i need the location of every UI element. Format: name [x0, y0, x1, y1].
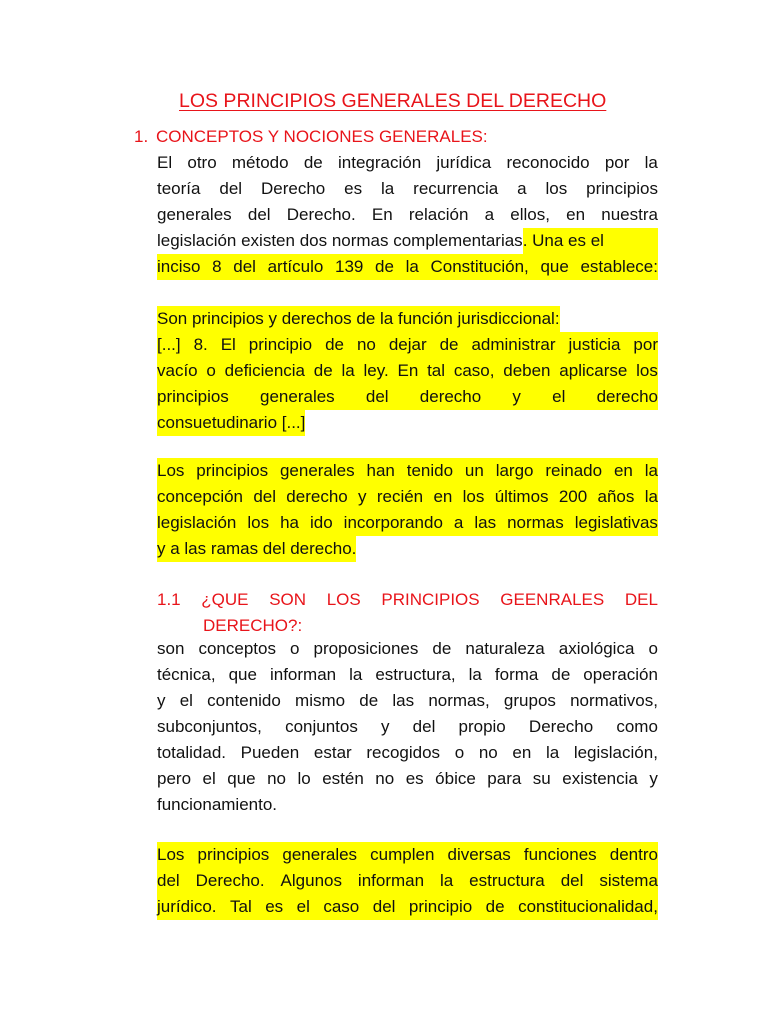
paragraph-4 [157, 842, 658, 920]
word: por [604, 153, 630, 172]
word: la [644, 487, 658, 506]
word: generales [282, 845, 358, 864]
word: ley. [363, 361, 389, 380]
word: normas [507, 513, 564, 532]
word: y [512, 387, 521, 406]
word: a [453, 513, 464, 532]
word: los [462, 487, 485, 506]
word: reinado [545, 461, 603, 480]
word: operación [583, 665, 658, 684]
word: administrar [471, 335, 556, 354]
word: 8. [193, 335, 208, 354]
text-line [157, 792, 658, 818]
word: del [253, 487, 276, 506]
word: ha [280, 513, 300, 532]
text-line [157, 150, 658, 176]
word: incorporando [343, 513, 443, 532]
word: técnica, [157, 665, 216, 684]
word: legislación, [573, 743, 658, 762]
word: en [433, 487, 453, 506]
word: recogidos [366, 743, 441, 762]
text-line [157, 894, 658, 920]
text-line [157, 587, 658, 613]
word: forma [494, 665, 539, 684]
word: o [454, 743, 465, 762]
word: diversas [447, 845, 511, 864]
word: concepción [157, 487, 244, 506]
word: Los [157, 461, 185, 480]
word: Los [157, 845, 185, 864]
word: jurídica [436, 153, 492, 172]
word: o [648, 639, 658, 658]
word: han [366, 461, 395, 480]
word: lo [297, 769, 311, 788]
word: naturaleza [465, 639, 545, 658]
text-line [157, 254, 658, 280]
word: contenido [207, 691, 281, 710]
word: que [227, 769, 256, 788]
word: a [517, 179, 527, 198]
word: deben [503, 361, 551, 380]
text-line [157, 842, 658, 868]
text-line [157, 484, 658, 510]
word: que [228, 665, 257, 684]
word: nuestra [601, 205, 658, 224]
word: SON [269, 590, 307, 609]
word: derecho [596, 387, 658, 406]
word: en [512, 743, 532, 762]
word: el [202, 769, 216, 788]
word: existencia [562, 769, 638, 788]
word: son [157, 639, 185, 658]
word: la [341, 361, 355, 380]
word: conceptos [198, 639, 276, 658]
word: del [365, 387, 389, 406]
paragraph-1 [157, 150, 658, 280]
word: la [545, 743, 560, 762]
word: no [478, 743, 498, 762]
word: GEENRALES [500, 590, 605, 609]
word: derecho [419, 387, 482, 406]
word: establece: [580, 257, 658, 276]
word: estar [313, 743, 352, 762]
text-line [157, 714, 658, 740]
highlighted-text: . Una es el [523, 228, 658, 254]
word: dentro [609, 845, 658, 864]
word: [...] [157, 335, 181, 354]
word: proposiciones [313, 639, 419, 658]
word: por [633, 335, 658, 354]
word: es [265, 897, 284, 916]
word: Derecho [528, 717, 594, 736]
word: largo [495, 461, 534, 480]
word: principio [408, 897, 473, 916]
word: del [233, 257, 256, 276]
word: la [468, 665, 482, 684]
word: El [220, 335, 236, 354]
word: del [372, 897, 396, 916]
word: no [375, 769, 395, 788]
word: relación [408, 205, 469, 224]
word: de [359, 691, 379, 710]
text-line [157, 332, 658, 358]
word: Tal [230, 897, 252, 916]
text-line [157, 410, 658, 436]
word: sistema [599, 871, 658, 890]
word: de [439, 335, 459, 354]
word: generales [279, 461, 355, 480]
word: la [644, 461, 658, 480]
text-line [157, 358, 658, 384]
word: el [179, 691, 193, 710]
word: las [474, 513, 497, 532]
word: y [649, 769, 658, 788]
word: otro [187, 153, 217, 172]
word: funciones [523, 845, 597, 864]
constitution-quote [157, 306, 658, 436]
word: tenido [406, 461, 454, 480]
word: subconjuntos, [157, 717, 262, 736]
word: justicia [568, 335, 621, 354]
word: totalidad. [157, 743, 226, 762]
word: en [566, 205, 586, 224]
word: de [303, 153, 323, 172]
word: del [247, 205, 271, 224]
word: y [381, 717, 390, 736]
word: el [552, 387, 566, 406]
word: en [613, 461, 633, 480]
paragraph-3 [157, 636, 658, 818]
word: informan [269, 665, 337, 684]
word: principios [196, 461, 269, 480]
word: En [371, 205, 393, 224]
word: normativos, [570, 691, 658, 710]
text-line [157, 510, 658, 536]
word: no [267, 769, 287, 788]
document-title: LOS PRINCIPIOS GENERALES DEL DERECHO [179, 90, 607, 112]
word: y [358, 487, 367, 506]
text-line [157, 176, 658, 202]
text-line [157, 458, 658, 484]
word: a [484, 205, 495, 224]
word: la [405, 257, 419, 276]
word: normas, [428, 691, 490, 710]
word: del [412, 717, 436, 736]
word: óbice [435, 769, 476, 788]
word: legislativas [574, 513, 658, 532]
word: de [432, 639, 452, 658]
word: principios [197, 845, 270, 864]
word: los [545, 179, 568, 198]
word: de [375, 257, 394, 276]
text-line [157, 766, 658, 792]
word: un [464, 461, 484, 480]
word: de [325, 335, 344, 354]
word: El [157, 153, 173, 172]
text-line [157, 636, 658, 662]
word: legislación [157, 513, 237, 532]
word: LOS [326, 590, 361, 609]
word: mismo [295, 691, 346, 710]
word: estructura, [375, 665, 456, 684]
word: principios [586, 179, 658, 198]
word: PRINCIPIOS [381, 590, 480, 609]
word: Pueden [240, 743, 300, 762]
word: la [349, 665, 363, 684]
word: años [597, 487, 635, 506]
word: DEL [624, 590, 658, 609]
section-1-number: 1. [134, 127, 149, 146]
word: o [289, 639, 300, 658]
word: que [540, 257, 569, 276]
word: la [644, 153, 658, 172]
word: para [487, 769, 522, 788]
word: 8 [212, 257, 222, 276]
word: método [231, 153, 289, 172]
word: es [344, 179, 363, 198]
word: generales [260, 387, 335, 406]
word: 200 [558, 487, 588, 506]
word: derecho [286, 487, 348, 506]
word: artículo [267, 257, 324, 276]
word: caso [323, 897, 360, 916]
word: aplicarse [559, 361, 628, 380]
word: últimos [494, 487, 549, 506]
word: deficiencia [224, 361, 305, 380]
word: ellos, [510, 205, 550, 224]
text-line [157, 202, 658, 228]
highlighted-text: Son principios y derechos de la función jurisdiccional: [157, 306, 560, 332]
word: los [636, 361, 658, 380]
word: no [356, 335, 376, 354]
word: constitucionalidad, [518, 897, 658, 916]
word: del [560, 871, 584, 890]
word: las [392, 691, 415, 710]
word: caso, [453, 361, 495, 380]
word: recurrencia [413, 179, 499, 198]
heading-continuation: DERECHO?: [203, 616, 303, 635]
text-line [157, 662, 658, 688]
word: grupos [503, 691, 556, 710]
word: de [551, 665, 571, 684]
word: recién [376, 487, 424, 506]
word: Algunos [280, 871, 342, 890]
word: tal [427, 361, 446, 380]
section-1-heading [134, 124, 488, 150]
word: ¿QUE [201, 590, 249, 609]
word: y [157, 691, 166, 710]
text-line [157, 306, 658, 332]
highlighted-text: consuetudinario [...] [157, 410, 305, 436]
word: propio [458, 717, 506, 736]
word: Derecho. [286, 205, 356, 224]
word: Constitución, [430, 257, 529, 276]
word: 1.1 [157, 590, 181, 609]
text-line [157, 228, 658, 254]
word: conjuntos [285, 717, 358, 736]
section-1-title: CONCEPTOS Y NOCIONES GENERALES: [156, 127, 488, 146]
word: el [296, 897, 310, 916]
text-line [157, 384, 658, 410]
word: 139 [335, 257, 364, 276]
plain-text: legislación existen dos normas complementarias [157, 231, 523, 250]
text-line [157, 688, 658, 714]
word: principio [248, 335, 313, 354]
section-1-1-heading [157, 587, 658, 639]
word: teoría [157, 179, 201, 198]
word: vacío [157, 361, 198, 380]
paragraph-2 [157, 458, 658, 562]
word: estructura [469, 871, 545, 890]
word: del [219, 179, 243, 198]
text-line [157, 536, 658, 562]
word: o [206, 361, 216, 380]
word: su [532, 769, 551, 788]
word: inciso [157, 257, 201, 276]
word: axiológica [558, 639, 635, 658]
word: pero [157, 769, 192, 788]
word: dejar [388, 335, 427, 354]
word: jurídico. [157, 897, 217, 916]
word: los [247, 513, 270, 532]
word: reconocido [506, 153, 590, 172]
word: Derecho [260, 179, 326, 198]
word: es [405, 769, 424, 788]
word: ido [310, 513, 333, 532]
word: principios [157, 387, 229, 406]
word: En [397, 361, 419, 380]
word: de [313, 361, 333, 380]
word: de [485, 897, 505, 916]
word: generales [157, 205, 232, 224]
text-line [157, 868, 658, 894]
word: cumplen [370, 845, 435, 864]
word: informan [357, 871, 425, 890]
text-line [157, 740, 658, 766]
word: integración [337, 153, 422, 172]
word: Derecho. [195, 871, 265, 890]
word: estén [322, 769, 364, 788]
plain-text: funcionamiento. [157, 795, 278, 814]
word: la [440, 871, 454, 890]
word: como [616, 717, 658, 736]
highlighted-text: y a las ramas del derecho. [157, 536, 356, 562]
word: la [381, 179, 395, 198]
word: del [157, 871, 180, 890]
